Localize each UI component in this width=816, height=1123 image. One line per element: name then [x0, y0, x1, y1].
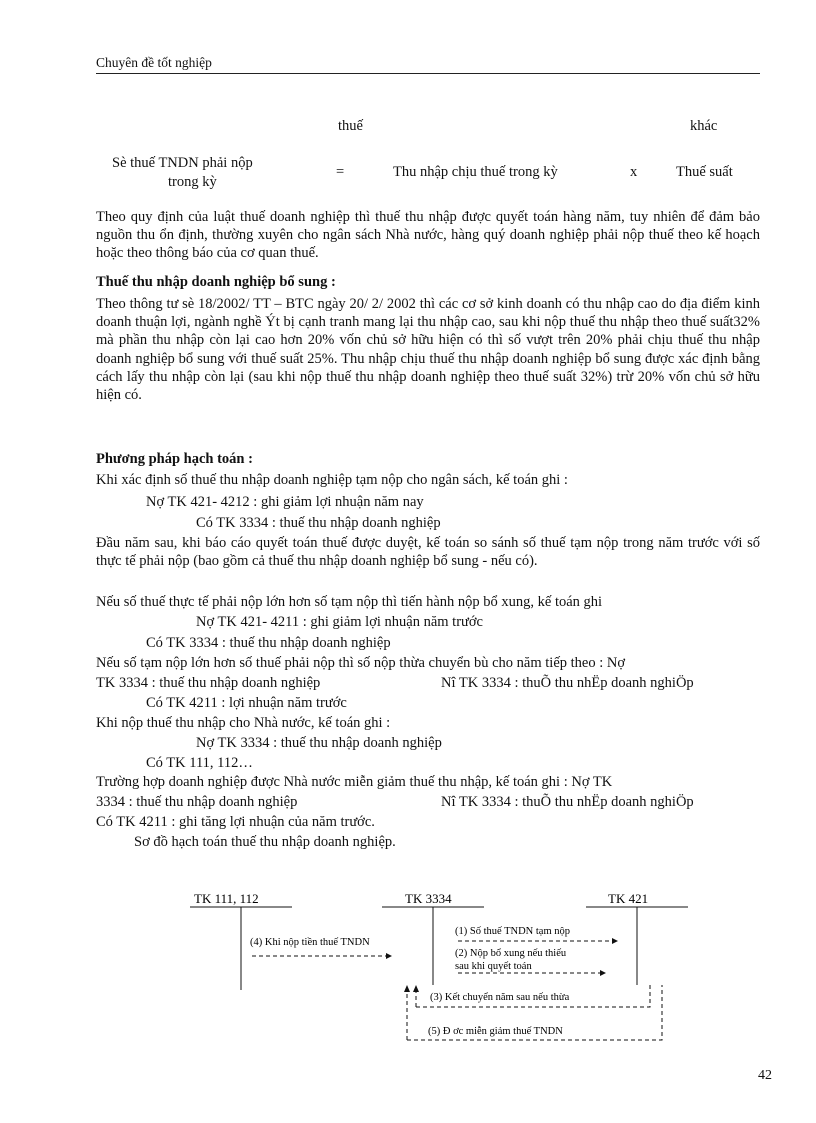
- line-11: Nợ TK 3334 : thuế thu nhập doanh nghiệp: [196, 735, 442, 751]
- entry-2-arrowhead: [600, 970, 606, 976]
- line-10: Khi nộp thuế thu nhập cho Nhà nước, kế toán ghi :: [96, 715, 391, 731]
- paragraph-3: Đầu năm sau, khi báo cáo quyết toán thuế được duyệt, kế toán so sánh số thuế tạm nộp trong năm trước với số thực tế phải nộp (bao gồm cả thuế thu nhập doanh nghiệp bổ sung - nếu có).: [96, 535, 760, 570]
- formula-left-2: trong kỳ: [168, 174, 217, 190]
- account-label-111: TK 111, 112: [194, 891, 259, 906]
- formula-left: Sè thuế TNDN phải nộp: [112, 155, 253, 171]
- line-3: Có TK 3334 : thuế thu nhập doanh nghiệp: [196, 515, 441, 531]
- entry-5-arrowhead: [404, 985, 410, 992]
- entry-4-arrowhead: [386, 953, 392, 959]
- account-label-421: TK 421: [608, 891, 649, 906]
- line-14b: Nî TK 3334 : thuÕ thu nhËp doanh nghiÖp: [441, 794, 694, 810]
- line-13: Trường hợp doanh nghiệp được Nhà nước miễn giảm thuế thu nhập, kế toán ghi : Nợ TK: [96, 774, 613, 790]
- formula-middle: Thu nhập chịu thuế trong kỳ: [393, 164, 558, 180]
- formula-top-left: thuế: [338, 118, 363, 134]
- line-9: Có TK 4211 : lợi nhuận năm trước: [146, 695, 347, 711]
- line-2: Nợ TK 421- 4212 : ghi giảm lợi nhuận năm nay: [146, 494, 424, 510]
- entry-2-label-2: sau khi quyết toán: [455, 961, 532, 972]
- entry-4-label: (4) Khi nộp tiền thuế TNDN: [250, 937, 370, 948]
- formula-times: x: [630, 164, 638, 180]
- formula-right: Thuế suất: [676, 164, 733, 180]
- line-8b: Nî TK 3334 : thuÕ thu nhËp doanh nghiÖp: [441, 675, 694, 691]
- header-title: Chuyên đề tốt nghiệp: [96, 55, 212, 70]
- line-7: Nếu số tạm nộp lớn hơn số thuế phải nộp thì số nộp thừa chuyển bù cho năm tiếp theo : Nợ: [96, 655, 626, 671]
- line-12: Có TK 111, 112…: [146, 755, 253, 771]
- line-6: Có TK 3334 : thuế thu nhập doanh nghiệp: [146, 635, 391, 651]
- entry-1-arrowhead: [612, 938, 618, 944]
- entry-5-label: (5) Đ ơc miễn giảm thuế TNDN: [428, 1026, 563, 1037]
- line-14a: 3334 : thuế thu nhập doanh nghiệp: [96, 794, 298, 810]
- page-number: 42: [758, 1068, 772, 1083]
- entry-3-label: (3) Kết chuyển năm sau nếu thừa: [430, 992, 570, 1003]
- entry-3-arrowhead: [413, 985, 419, 992]
- line-16: Sơ đồ hạch toán thuế thu nhập doanh nghiệp.: [134, 834, 396, 850]
- account-label-3334: TK 3334: [405, 891, 452, 906]
- paragraph-1: Theo quy định của luật thuế doanh nghiệp thì thuế thu nhập được quyết toán hàng năm, tuy nhiên để đảm bảo nguồn thu ổn định, thường xuyên cho ngân sách Nhà nước, hàng quý doanh nghiệp phải nộp thuế theo kế hoạch hoặc theo thông báo của cơ quan thuế.: [96, 209, 760, 262]
- entry-1-label: (1) Số thuế TNDN tạm nộp: [455, 926, 571, 937]
- heading-phuong-phap: Phương pháp hạch toán :: [96, 451, 253, 467]
- entry-2-label: (2) Nộp bổ xung nếu thiếu: [455, 948, 567, 959]
- paragraph-2: Theo thông tư sè 18/2002/ TT – BTC ngày 20/ 2/ 2002 thì các cơ sở kinh doanh có thu nhập cao do địa điểm kinh doanh thuận lợi, ngành nghề Ýt bị cạnh tranh mang lại thu nhập cao, sau khi nộp thuế thu nhập theo thuế suất32% mà phần thu nhập còn lại cao hơn 20% vốn chủ sở hữu hiện có thì số vượt trên 20% phải chịu thuế thu nhập doanh nghiệp bổ sung với thuế suất 25%. Thu nhập chịu thuế thu nhập doanh nghiệp bổ sung được xác định bằng cách lấy thu nhập còn lại (sau khi nộp thuế thu nhập doanh nghiệp theo thuế suất 32%) trừ 20% vốn chủ sở hữu hiện có.: [96, 296, 760, 404]
- line-1: Khi xác định số thuế thu nhập doanh nghiệp tạm nộp cho ngân sách, kế toán ghi :: [96, 472, 568, 488]
- heading-bo-sung: Thuế thu nhập doanh nghiệp bổ sung :: [96, 274, 336, 290]
- line-15: Có TK 4211 : ghi tăng lợi nhuận của năm trước.: [96, 814, 375, 830]
- formula-equals: =: [336, 164, 345, 180]
- line-4: Nếu số thuế thực tế phải nộp lớn hơn số tạm nộp thì tiến hành nộp bổ xung, kế toán ghi: [96, 594, 603, 610]
- line-5: Nợ TK 421- 4211 : ghi giảm lợi nhuận năm trước: [196, 614, 483, 630]
- line-8a: TK 3334 : thuế thu nhập doanh nghiệp: [96, 675, 321, 691]
- formula-top-right: khác: [690, 118, 718, 134]
